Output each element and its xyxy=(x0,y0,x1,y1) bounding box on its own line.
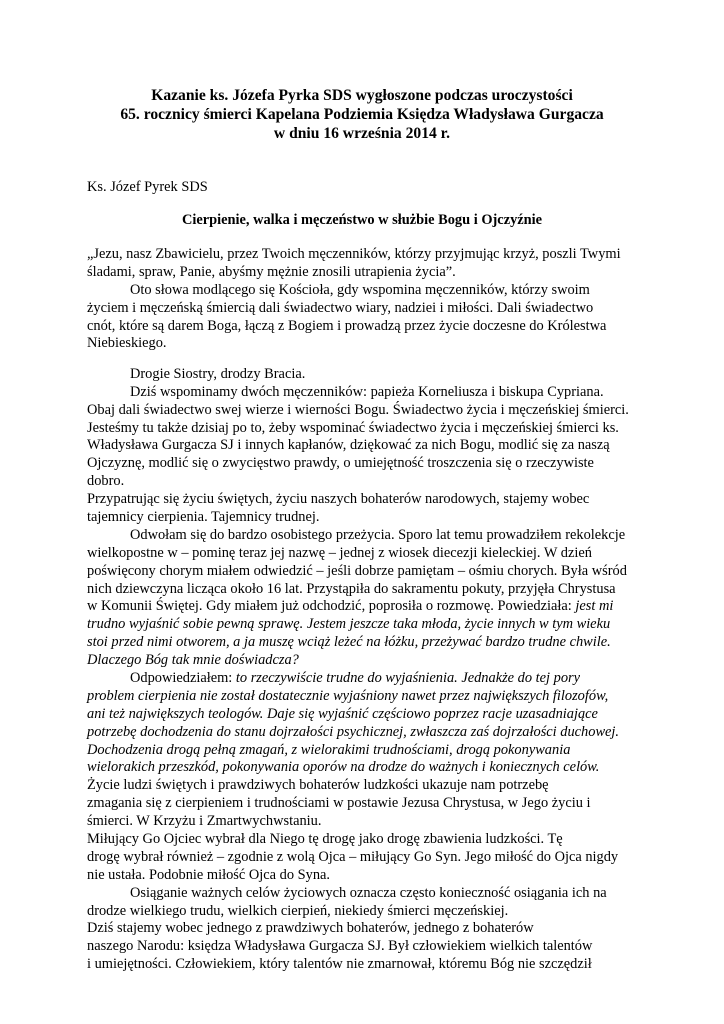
quote-run: ani też największych teologów. Daje się wyjaśnić częściowo poprzez racje uzasadniające xyxy=(87,705,598,722)
text-line: Władysława Gurgacza SJ i innych kapłanów, dziękować za nich Bogu, modlić się za naszą xyxy=(87,437,610,454)
text-line: naszego Narodu: księdza Władysława Gurgacza SJ. Był człowiekiem wielkich talentów xyxy=(87,938,593,955)
text-line: drodze wielkiego trudu, wielkich cierpień, niekiedy śmierci męczeńskiej. xyxy=(87,902,509,919)
quote-run: stoi przed nimi otworem, a ja muszę wciąż leżeć na łóżku, przeżywać bardzo trudne chwile. xyxy=(87,634,611,651)
text-line: „Jezu, nasz Zbawicielu, przez Twoich męczenników, którzy przyjmując krzyż, poszli Twymi xyxy=(87,246,621,262)
text-line xyxy=(87,652,647,670)
text-line: Życie ludzi świętych i prawdziwych bohaterów ludzkości ukazuje nam potrzebę xyxy=(87,777,549,794)
text-run: w Komunii Świętej. Gdy miałem już odchodzić, poprosiła o rozmowę. Powiedziała: xyxy=(87,598,576,615)
sermon-subtitle: Cierpienie, walka i męczeństwo w służbie Bogu i Ojczyźnie xyxy=(181,212,543,228)
text-line: cnót, które są darem Boga, łączą z Bogiem i prowadzą przez życie doczesne do Królestwa xyxy=(87,317,607,334)
quote-run: problem cierpienia nie został dostatecznie wyjaśniony nawet przez największych filozofów, xyxy=(87,687,609,704)
text-line xyxy=(87,759,647,777)
text-line: śladami, spraw, Panie, abyśmy mężnie znosili utrapienia życia”. xyxy=(87,263,456,280)
author-line: Ks. Józef Pyrek SDS xyxy=(87,179,208,195)
quote-run: Dlaczego Bóg tak mnie doświadcza? xyxy=(87,652,299,669)
text-line: Dziś wspominamy dwóch męczenników: papieża Korneliusza i biskupa Cypriana. xyxy=(130,383,604,400)
text-line: Przypatrując się życiu świętych, życiu naszych bohaterów narodowych, stajemy wobec xyxy=(87,491,590,508)
paragraph-gap xyxy=(87,353,647,366)
text-line: Jesteśmy tu także dzisiaj po to, żeby wspominać świadectwo życia i męczeńskiej śmierci ks. xyxy=(87,419,619,436)
text-line xyxy=(87,616,647,634)
text-line xyxy=(87,742,647,760)
document-title xyxy=(60,86,664,143)
text-line: Drogie Siostry, drodzy Bracia. xyxy=(130,365,306,382)
text-line: Odwołam się do bardzo osobistego przeżycia. Sporo lat temu prowadziłem rekolekcje xyxy=(130,526,626,543)
text-line: nie ustała. Podobnie miłość Ojca do Syna. xyxy=(87,866,331,883)
text-line: wielkopostne w – pominę teraz jej nazwę – jednej z wiosek diecezji kieleckiej. W dzień xyxy=(87,544,592,561)
quote-run: Dochodzenia drogą pełną zmagań, z wielorakimi trudnościami, drogą pokonywania xyxy=(87,741,571,758)
text-line: Obaj dali świadectwo swej wierze i wierności Bogu. Świadectwo życia i męczeńskiej śmierci. xyxy=(87,401,629,418)
sermon-body xyxy=(87,246,647,974)
text-line xyxy=(87,634,647,652)
text-line xyxy=(87,670,647,688)
text-line: Miłujący Go Ojciec wybrał dla Niego tę drogę jako drogę zbawienia ludzkości. Tę xyxy=(87,831,563,847)
text-line xyxy=(87,688,647,706)
text-line: nich dziewczyna licząca około 16 lat. Przystąpiła do sakramentu pokuty, przyjęła Chrystusa xyxy=(87,580,616,597)
text-line: Osiąganie ważnych celów życiowych oznacza często konieczność osiągania ich na xyxy=(130,884,607,901)
text-line: życiem i męczeńską śmiercią dali świadectwo wiary, nadziei i miłości. Dali świadectwo xyxy=(87,299,594,316)
quote-run: potrzebę dochodzenia do stanu dojrzałości psychicznej, zwłaszcza zaś dojrzałości duchowej. xyxy=(87,723,620,740)
text-line: drogę wybrał również – zgodnie z wolą Ojca – miłujący Go Syn. Jego miłość do Ojca nigdy xyxy=(87,848,619,865)
text-line: Oto słowa modlącego się Kościoła, gdy wspomina męczenników, którzy swoim xyxy=(130,281,590,298)
text-line xyxy=(87,598,647,616)
text-line: Dziś stajemy wobec jednego z prawdziwych bohaterów, jednego z bohaterów xyxy=(87,920,534,937)
text-line: śmierci. W Krzyżu i Zmartwychwstaniu. xyxy=(87,813,322,830)
text-line: tajemnicy cierpienia. Tajemnicy trudnej. xyxy=(87,508,320,525)
title-line-3: w dniu 16 września 2014 r. xyxy=(273,125,451,142)
text-line: i umiejętności. Człowiekiem, który talentów nie zmarnował, któremu Bóg nie szczędził xyxy=(87,956,592,973)
quote-run: to rzeczywiście trudne do wyjaśnienia. Jednakże do tej pory xyxy=(235,669,581,686)
text-line: Niebieskiego. xyxy=(87,335,167,352)
quote-run: jest mi xyxy=(575,598,614,615)
text-line: poświęcony chorym miałem odwiedzić – jeśli dobrze pamiętam – ośmiu chorych. Była wśród xyxy=(87,562,627,579)
title-line-1: Kazanie ks. Józefa Pyrka SDS wygłoszone podczas uroczystości xyxy=(151,87,573,104)
text-line xyxy=(87,724,647,742)
text-line: Ojczyznę, modlić się o zwycięstwo prawdy, o umiejętność troszczenia się o rzeczywiste xyxy=(87,455,594,472)
text-line: zmagania się z cierpieniem i trudnościami w postawie Jezusa Chrystusa, w Jego życiu i xyxy=(87,795,591,812)
title-line-2: 65. rocznicy śmierci Kapelana Podziemia Księdza Władysława Gurgacza xyxy=(120,106,604,123)
text-run: Odpowiedziałem: xyxy=(130,669,236,686)
quote-run: wielorakich przeszkód, pokonywania oporów na drodze do ważnych i koniecznych celów. xyxy=(87,759,600,776)
text-line: dobro. xyxy=(87,473,125,490)
text-line xyxy=(87,706,647,724)
quote-run: trudno wyjaśnić sobie pewną sprawę. Jestem jeszcze taka młoda, życie innych w tym wieku xyxy=(87,616,611,633)
